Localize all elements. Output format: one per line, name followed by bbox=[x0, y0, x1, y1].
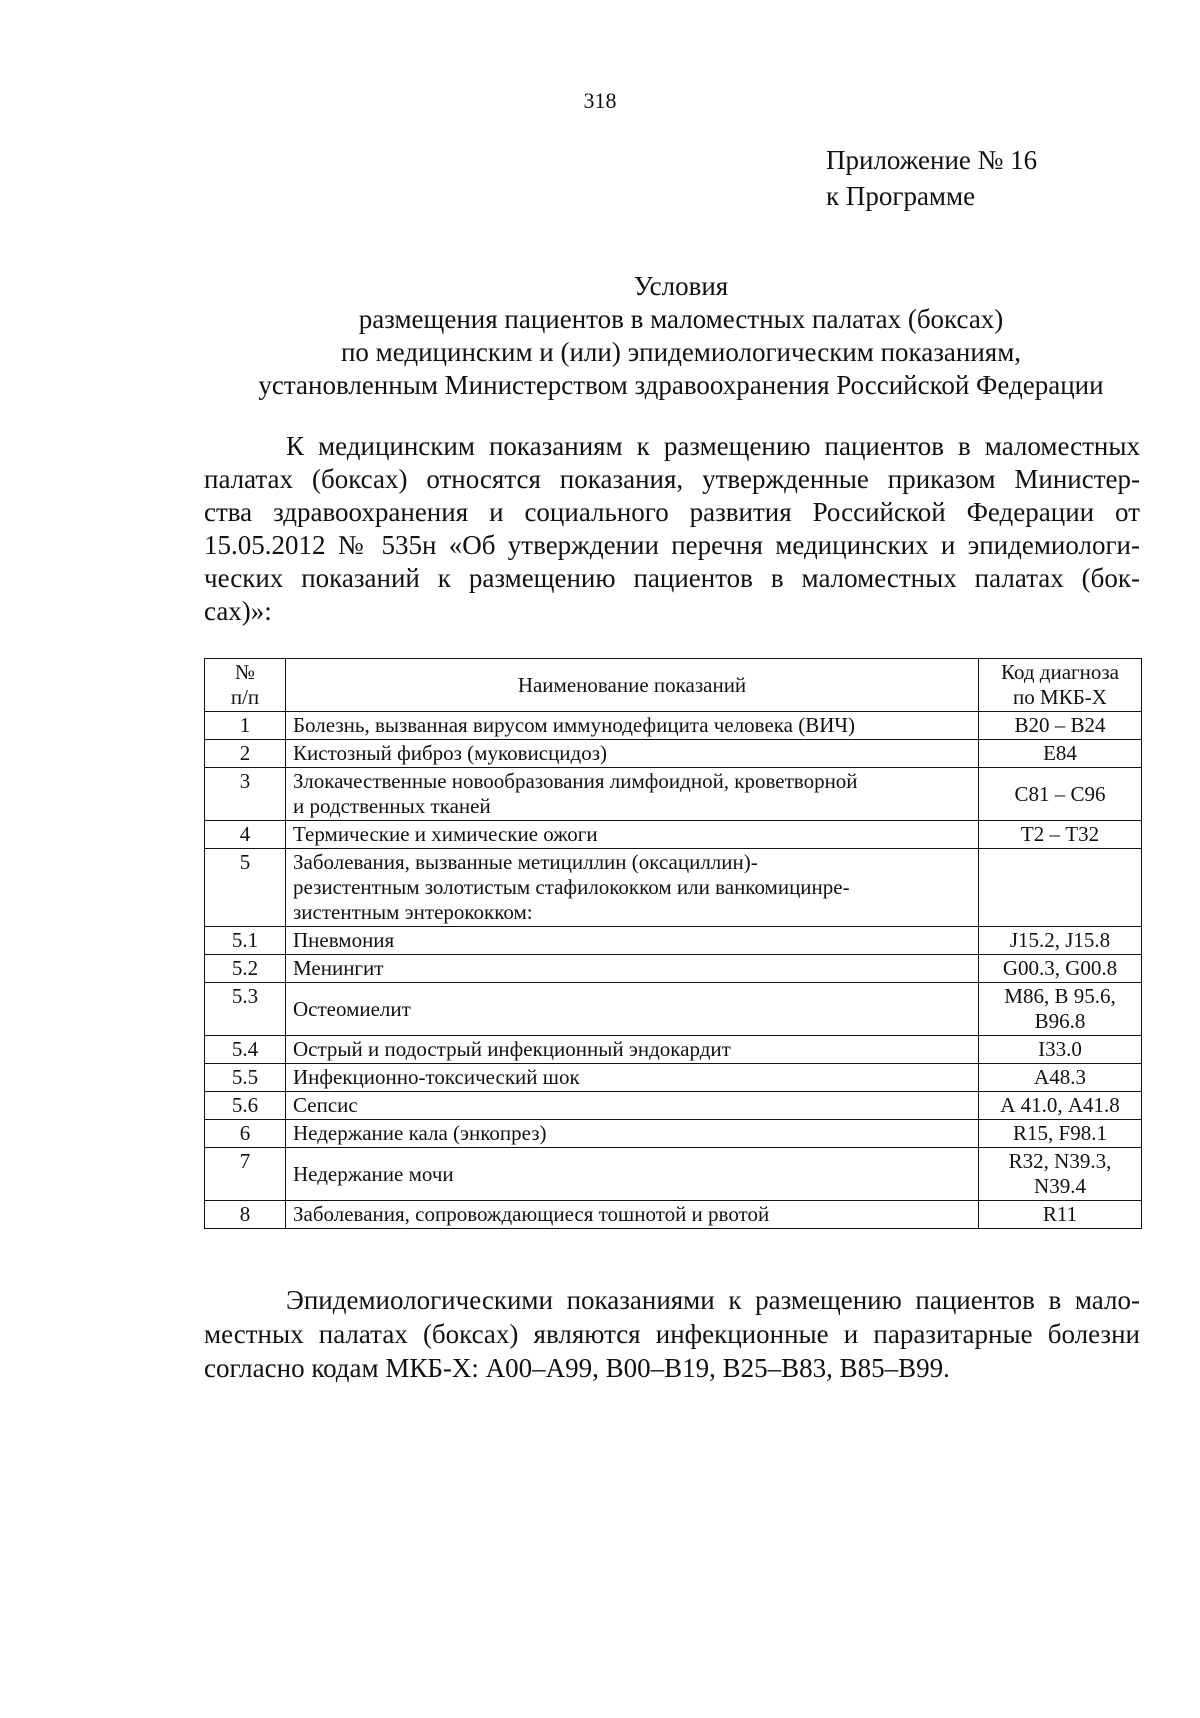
diagnosis-code-line: N39.4 bbox=[1034, 1174, 1086, 1198]
page-number: 318 bbox=[583, 88, 617, 113]
closing-line: согласно кодам МКБ-Х: А00–А99, В00–В19, В25–В83, В85–В99. bbox=[204, 1353, 950, 1383]
indication-name-line: Остеомиелит bbox=[293, 996, 411, 1021]
diagnosis-code-line: В96.8 bbox=[1034, 1009, 1086, 1033]
title-line-4: установленным Министерством здравоохранения Российской Федерации bbox=[258, 370, 1104, 400]
header-code-line-1: Код диагноза bbox=[1000, 660, 1119, 684]
row-indication-name bbox=[286, 1201, 979, 1229]
indication-name-line: Кистозный фиброз (муковисцидоз) bbox=[293, 741, 608, 765]
row-diagnosis-code bbox=[979, 927, 1142, 955]
diagnosis-code-line: С81 – С96 bbox=[1014, 781, 1106, 806]
header-code-line-2: по МКБ-Х bbox=[1013, 685, 1107, 709]
row-indication-name bbox=[286, 983, 979, 1036]
table-row bbox=[205, 740, 1142, 768]
diagnosis-code-line: Т2 – Т32 bbox=[1020, 822, 1100, 846]
diagnosis-code-line: R32, N39.3, bbox=[1008, 1149, 1112, 1173]
title-line-2: размещения пациентов в маломестных палатах (боксах) bbox=[358, 304, 1004, 334]
indication-name-line: Термические и химические ожоги bbox=[293, 822, 598, 846]
title-line-1: Условия bbox=[633, 271, 729, 301]
row-indication-name bbox=[286, 1036, 979, 1064]
intro-line: 15.05.2012 № 535н «Об утверждении перечня медицинских и эпидемиологи- bbox=[204, 530, 1140, 560]
row-indication-name bbox=[286, 821, 979, 849]
indication-name-line: резистентным золотистым стафилококком или ванкомицинре- bbox=[293, 875, 850, 899]
appendix-reference bbox=[826, 142, 1037, 214]
header-number bbox=[205, 659, 286, 712]
row-number: 5.2 bbox=[205, 955, 286, 983]
row-number: 1 bbox=[205, 712, 286, 740]
indication-name-line: Болезнь, вызванная вирусом иммунодефицита человека (ВИЧ) bbox=[293, 713, 856, 737]
row-diagnosis-code bbox=[979, 1036, 1142, 1064]
table-header-row bbox=[205, 659, 1142, 712]
intro-line: сах)»: bbox=[204, 596, 272, 626]
indication-name-line: Менингит bbox=[293, 956, 384, 980]
indication-name-line: зистентным энтерококком: bbox=[293, 900, 533, 924]
header-code bbox=[979, 659, 1142, 712]
table-row bbox=[205, 927, 1142, 955]
intro-line: ческих показаний к размещению пациентов в маломестных палатах (бок- bbox=[204, 563, 1140, 593]
table-row bbox=[205, 768, 1142, 821]
closing-line: местных палатах (боксах) являются инфекционные и паразитарные болезни bbox=[204, 1319, 1140, 1349]
title-line-3: по медицинским и (или) эпидемиологическим показаниям, bbox=[340, 337, 1022, 367]
row-indication-name bbox=[286, 1148, 979, 1201]
table-row bbox=[205, 1064, 1142, 1092]
table-body bbox=[205, 712, 1142, 1229]
indication-name-line: Злокачественные новообразования лимфоидной, кроветворной bbox=[293, 769, 858, 793]
indications-table bbox=[204, 658, 1142, 1229]
row-number: 5.5 bbox=[205, 1064, 286, 1092]
row-indication-name bbox=[286, 1120, 979, 1148]
row-diagnosis-code bbox=[979, 849, 1142, 927]
table-row bbox=[205, 849, 1142, 927]
indication-name-line: Острый и подострый инфекционный эндокардит bbox=[293, 1037, 731, 1061]
row-diagnosis-code bbox=[979, 983, 1142, 1036]
diagnosis-code-line: I33.0 bbox=[1038, 1037, 1082, 1061]
indication-name-line: Заболевания, сопровождающиеся тошнотой и рвотой bbox=[293, 1202, 770, 1226]
diagnosis-code-line: M86, В 95.6, bbox=[1004, 984, 1116, 1008]
row-number: 3 bbox=[205, 768, 286, 821]
header-number-line-2: п/п bbox=[230, 685, 260, 709]
row-indication-name bbox=[286, 927, 979, 955]
row-diagnosis-code bbox=[979, 768, 1142, 821]
table-row bbox=[205, 1092, 1142, 1120]
closing-line: Эпидемиологическими показаниями к размещению пациентов в мало- bbox=[286, 1285, 1140, 1315]
row-number: 5 bbox=[205, 849, 286, 927]
indication-name-line: Недержание кала (энкопрез) bbox=[293, 1121, 547, 1145]
intro-line: К медицинским показаниям к размещению пациентов в маломестных bbox=[286, 431, 1140, 461]
row-diagnosis-code bbox=[979, 1201, 1142, 1229]
indication-name-line: Заболевания, вызванные метициллин (оксациллин)- bbox=[293, 850, 758, 874]
intro-line: ства здравоохранения и социального развития Российской Федерации от bbox=[204, 497, 1140, 527]
row-diagnosis-code bbox=[979, 1092, 1142, 1120]
diagnosis-code-line: R11 bbox=[1042, 1202, 1078, 1226]
table-row bbox=[205, 955, 1142, 983]
appendix-program: к Программе bbox=[826, 181, 976, 211]
table-row bbox=[205, 1148, 1142, 1201]
indication-name-line: и родственных тканей bbox=[293, 794, 491, 818]
diagnosis-code-line: А48.3 bbox=[1034, 1065, 1086, 1089]
row-indication-name bbox=[286, 740, 979, 768]
header-number-line-1: № bbox=[234, 660, 256, 684]
table-row bbox=[205, 1201, 1142, 1229]
diagnosis-code-line: В20 – В24 bbox=[1014, 713, 1106, 737]
row-diagnosis-code bbox=[979, 712, 1142, 740]
row-number: 8 bbox=[205, 1201, 286, 1229]
indication-name-line: Сепсис bbox=[293, 1093, 358, 1117]
header-name: Наименование показаний bbox=[286, 659, 979, 712]
row-number: 2 bbox=[205, 740, 286, 768]
table-row bbox=[205, 821, 1142, 849]
row-indication-name bbox=[286, 1064, 979, 1092]
row-number: 5.6 bbox=[205, 1092, 286, 1120]
row-number: 5.3 bbox=[205, 983, 286, 1036]
row-number: 5.4 bbox=[205, 1036, 286, 1064]
table-row bbox=[205, 983, 1142, 1036]
row-diagnosis-code bbox=[979, 740, 1142, 768]
table-row bbox=[205, 1036, 1142, 1064]
intro-paragraph bbox=[204, 430, 1140, 628]
document-title bbox=[150, 270, 1200, 402]
row-indication-name bbox=[286, 849, 979, 927]
appendix-number: Приложение № 16 bbox=[826, 145, 1038, 175]
indication-name-line: Инфекционно-токсический шок bbox=[293, 1065, 580, 1089]
row-indication-name bbox=[286, 955, 979, 983]
row-number: 4 bbox=[205, 821, 286, 849]
row-diagnosis-code bbox=[979, 1148, 1142, 1201]
indication-name-line: Недержание мочи bbox=[293, 1161, 454, 1186]
row-number: 5.1 bbox=[205, 927, 286, 955]
row-diagnosis-code bbox=[979, 1120, 1142, 1148]
row-number: 7 bbox=[205, 1148, 286, 1201]
diagnosis-code-line: J15.2, J15.8 bbox=[1009, 928, 1111, 952]
diagnosis-code-line: G00.3, G00.8 bbox=[1002, 956, 1118, 980]
indication-name-line: Пневмония bbox=[293, 928, 395, 952]
row-diagnosis-code bbox=[979, 821, 1142, 849]
row-diagnosis-code bbox=[979, 955, 1142, 983]
closing-paragraph bbox=[204, 1283, 1140, 1385]
table-row bbox=[205, 712, 1142, 740]
diagnosis-code-line: R15, F98.1 bbox=[1013, 1121, 1107, 1145]
intro-line: палатах (боксах) относятся показания, утвержденные приказом Министер- bbox=[204, 464, 1140, 494]
row-indication-name bbox=[286, 768, 979, 821]
row-indication-name bbox=[286, 712, 979, 740]
diagnosis-code-line: Е84 bbox=[1043, 741, 1077, 765]
table-row bbox=[205, 1120, 1142, 1148]
row-diagnosis-code bbox=[979, 1064, 1142, 1092]
diagnosis-code-line: А 41.0, А41.8 bbox=[1000, 1093, 1120, 1117]
row-indication-name bbox=[286, 1092, 979, 1120]
row-number: 6 bbox=[205, 1120, 286, 1148]
